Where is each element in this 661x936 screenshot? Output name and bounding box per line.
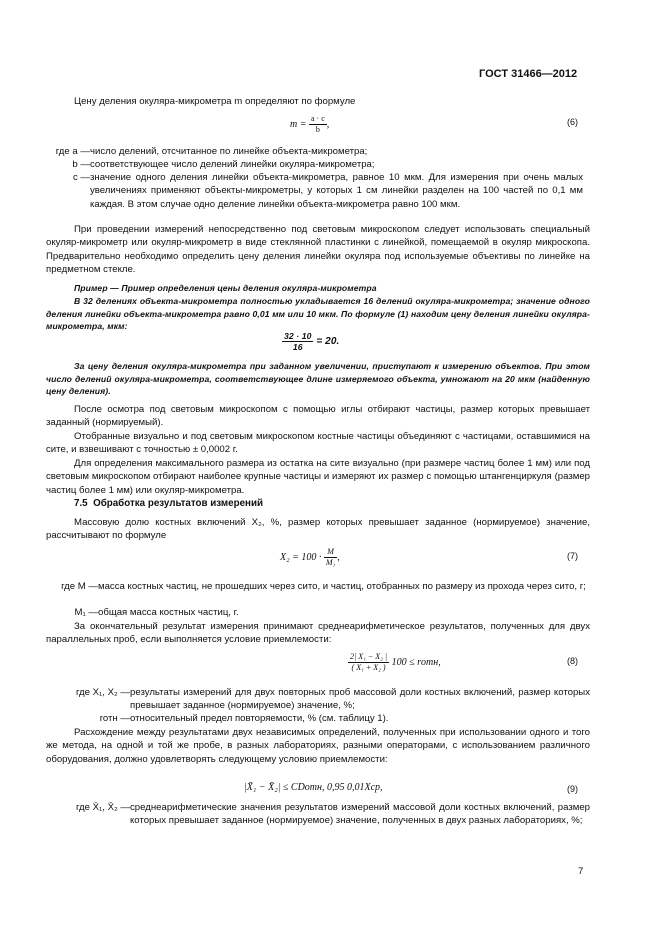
paragraph-final-result: За окончательный результат измерения принимают среднеарифметическое результатов, полученных для двух параллельных проб, если выполняется условие приемлемости: <box>46 621 590 646</box>
definition-M1: M₁ — общая масса костных частиц, г. <box>74 607 239 618</box>
formula-9: |X̄₁ − X̄₂| ≤ CDотн, 0,95 0,01Xср, <box>244 782 383 793</box>
formula-8: $\frac{\text{2| X₁ − X₂ |}}{\text{( X₁ + X₂ )}}$ 100 ≤ rотн, <box>350 652 441 672</box>
section-heading: 7.5 Обработка результатов измерений <box>74 498 263 509</box>
example-after: За цену деления окуляра-микрометра при заданном увеличении, приступают к измерению объектов. При этом число делений окуляра-микрометра, соответствующее длине измеряемого объекта, умножают на 20 мкм (найденную цену деления). <box>46 361 590 397</box>
paragraph-after-inspection: После осмотра под световым микроскопом с помощью иглы отбирают частицы, размер которых превышает заданный (нормируемый). <box>46 404 590 429</box>
example-text: В 32 делениях объекта-микрометра полностью укладывается 16 делений окуляра-микрометра; значение одного деления линейки объекта-микрометра равно 0,01 мм или 10 мкм. По формуле (1) находим цену деления линейки окуляра-микрометра, мкм: <box>46 296 590 332</box>
definition-X1-X2: где X₁, X₂ — результаты измерений для двух повторных проб массовой доли костных включений, размер которых превышает заданное (нормируемое) значение, %; <box>75 687 590 712</box>
paragraph-mass-fraction: Массовую долю костных включений X₂, %, размер которых превышает заданное (нормируемое) значение, рассчитывают по формуле <box>46 517 590 542</box>
paragraph-max-size: Для определения максимального размера из остатка на сите визуально (при размере частиц более 1 мм) или под световым микроскопом отбирают наиболее крупные частицы и измеряют их размер с помощью штангенциркуля (размер частиц более 1 мм) или окуляр-микрометра. <box>46 458 590 496</box>
intro-formula-line: Цену деления окуляра-микрометра m определяют по формуле <box>74 96 356 107</box>
definition-b: b — соответствующее число делений линейки окуляра-микрометра; <box>72 159 375 170</box>
definition-c: c — значение одного деления линейки объекта-микрометра, равное 10 мкм. Для измерения при очень малых увеличениях применяют объекты-микрометры, у которых 1 см линейки разделен на 100 частей по 0,1 мм каждая. В этом случае одно деление линейки объекта-микрометра равно 100 мкм. <box>72 172 583 210</box>
paragraph-microscope: При проведении измерений непосредственно под световым микроскопом следует использовать специальный окуляр-микрометр или окуляр-микрометр в виде стеклянной пластинки с линейкой, помещаемой в окуляр микроскопа. Предварительно необходимо определить цену деления линейки окуляра под используемые объективы по линейке на предметном стекле. <box>46 224 590 275</box>
paragraph-selected-particles: Отобранные визуально и под световым микроскопом костные частицы объединяют с частицами, оставшимися на сите, и взвешивают с точностью ± 0,0002 г. <box>46 431 590 456</box>
definition-M: где M — масса костных частиц, не прошедших через сито, и частиц, отобранных по размеру из прохода через сито, г; <box>61 581 586 592</box>
formula-6: m = $\frac{a \cdot c}{b}$ , <box>290 114 330 134</box>
definition-X1-X2-mean: где X̄₁, X̄₂ — среднеарифметические значения результатов измерений массовой доли костных включений, размер которых превышает заданное (нормируемое) значение, полученных в двух разных лабораториях, %; <box>75 802 590 827</box>
formula-7: X₂ = 100 · $\frac{M}{\text{M₁}}$ , <box>280 547 340 567</box>
example-title: Пример — Пример определения цены деления окуляра-микрометра <box>74 283 377 293</box>
definition-a: где a — число делений, отсчитанное по линейке объекта-микрометра; <box>55 146 368 157</box>
paragraph-discrepancy: Расхождение между результатами двух независимых определений, полученных при использовании одного и того же метода, на одной и той же пробе, в разных лабораториях, разными операторами, с использованием различного оборудования, должно удовлетворять следующему условию приемлемости: <box>46 727 590 765</box>
definition-r-otn: rотн — относительный предел повторяемости, % (см. таблицу 1). <box>99 713 389 724</box>
page-number: 7 <box>578 866 584 877</box>
equation-number-6: (6) <box>567 117 578 127</box>
equation-number-9: (9) <box>567 784 578 794</box>
standard-number: ГОСТ 31466—2012 <box>479 68 578 80</box>
example-formula: $\frac{32 \cdot 10}{16}$ = 20. <box>284 331 340 352</box>
equation-number-8: (8) <box>567 656 578 666</box>
equation-number-7: (7) <box>567 551 578 561</box>
